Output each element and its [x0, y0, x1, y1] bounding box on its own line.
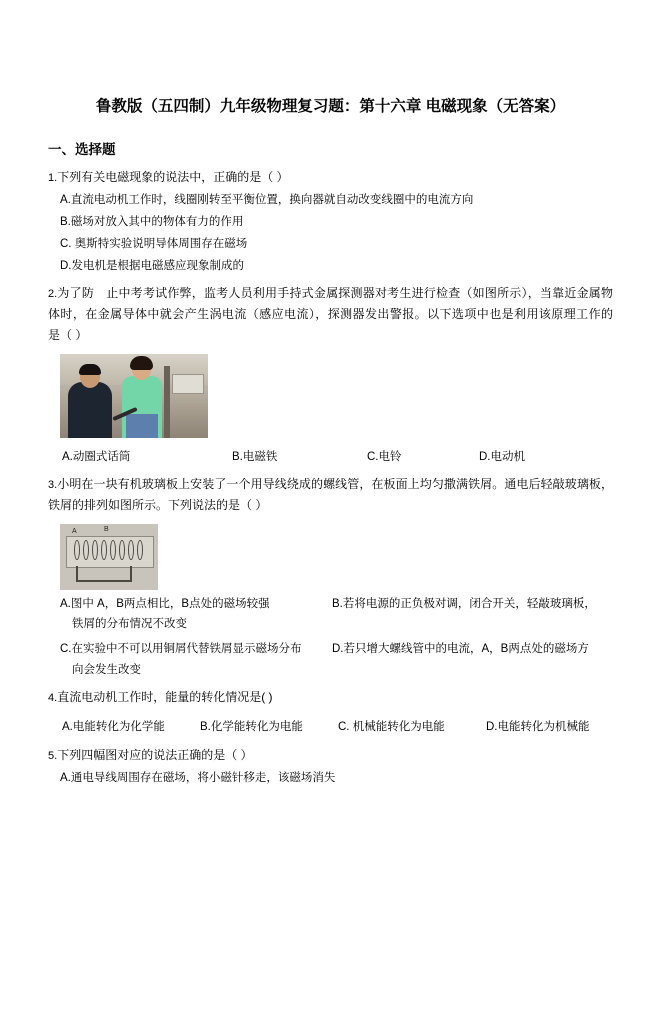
page-title: 鲁教版（五四制）九年级物理复习题：第十六章 电磁现象（无答案） — [95, 98, 566, 115]
question-5-stem — [48, 745, 613, 766]
question-3-option-c: C.在实验中不可以用铜屑代替铁屑显示磁场分布 — [60, 643, 302, 656]
question-3-options-row-1 — [48, 594, 613, 615]
exam-metal-detector-photo — [60, 354, 208, 438]
photo-door-frame — [164, 366, 170, 438]
question-3-option-d-cont: 向会发生改变 — [72, 663, 141, 676]
question-5-number: 5. — [48, 750, 58, 763]
solenoid-coil-icon — [74, 540, 144, 558]
question-1-option-c: C. 奥斯特实验说明导体周围存在磁场 — [60, 238, 248, 251]
question-1-stem — [48, 167, 613, 188]
question-1-number: 1. — [48, 171, 58, 184]
question-2-number: 2. — [48, 288, 58, 301]
solenoid-iron-filings-figure — [60, 524, 158, 590]
question-4-options — [48, 717, 613, 738]
lead-wire-bottom — [76, 580, 132, 582]
question-4-number: 4. — [48, 692, 58, 705]
question-1-option-a: A.直流电动机工作时，线圈刚转至平衡位置，换向器就自动改变线圈中的电流方向 — [60, 193, 474, 206]
question-5-text: 下列四幅图对应的说法正确的是（ ） — [57, 748, 253, 763]
question-1-option-d: D.发电机是根据电磁感应现象制成的 — [60, 260, 244, 273]
question-3-option-d: D.若只增大螺线管中的电流，A，B两点处的磁场方 — [332, 643, 589, 656]
question-4-option-b: B.化学能转化为电能 — [200, 721, 303, 734]
figure-label-b: B — [104, 525, 109, 533]
question-3-stem — [48, 474, 613, 516]
question-2-option-d: D.电动机 — [479, 450, 525, 463]
figure-label-a: A — [72, 527, 77, 535]
document-page — [0, 96, 661, 1032]
photo-invigilator-body — [68, 382, 112, 438]
photo-student-jeans — [126, 414, 158, 438]
question-2-options — [48, 447, 613, 468]
question-3-options-row-2 — [48, 639, 613, 660]
question-3-number: 3. — [48, 479, 58, 492]
question-5-option-a: A.通电导线周围存在磁场，将小磁针移走，该磁场消失 — [60, 771, 336, 784]
question-3-text: 小明在一块有机玻璃板上安装了一个用导线绕成的螺线管，在板面上均匀撒满铁屑。通电后轻敲玻璃板，铁屑的排列如图所示。下列说法的是（ ） — [48, 477, 613, 513]
question-1-option-b: B.磁场对放入其中的物体有力的作用 — [60, 215, 244, 228]
question-2-figure — [48, 354, 613, 438]
question-4-option-c: C. 机械能转化为电能 — [338, 721, 445, 734]
question-4-stem — [48, 687, 613, 708]
section-heading: 一、选择题 — [48, 141, 116, 157]
question-2-stem — [48, 283, 626, 345]
question-2-option-b: B.电磁铁 — [232, 450, 278, 463]
question-2-option-c: C.电铃 — [367, 450, 402, 463]
question-3-option-b-cont: 铁屑的分布情况不改变 — [72, 618, 187, 631]
question-4-text: 直流电动机工作时，能量的转化情况是( ) — [57, 690, 273, 705]
question-2-text: 为了防 止中考考试作弊，监考人员利用手持式金属探测器对考生进行检查（如图所示），当靠近金属物体时，在金属导体中就会产生涡电流（感应电流），探测器发出警报。以下选项中也是利用该原理工作的 是（ ） — [48, 286, 626, 342]
question-4-option-d: D.电能转化为机械能 — [486, 721, 590, 734]
photo-student-hair — [130, 356, 153, 370]
question-2-option-a: A.动圈式话筒 — [62, 450, 131, 463]
question-4-option-a: A.电能转化为化学能 — [62, 721, 165, 734]
photo-sign — [172, 374, 204, 394]
question-1-text: 下列有关电磁现象的说法中，正确的是（ ） — [57, 169, 289, 184]
question-3-figure — [48, 524, 613, 590]
photo-invigilator-hair — [79, 364, 101, 375]
question-3-option-a: A.图中 A，B两点相比，B点处的磁场较强 — [60, 597, 270, 610]
question-3-option-b: B.若将电源的正负极对调，闭合开关，轻敲玻璃板， — [332, 597, 596, 610]
